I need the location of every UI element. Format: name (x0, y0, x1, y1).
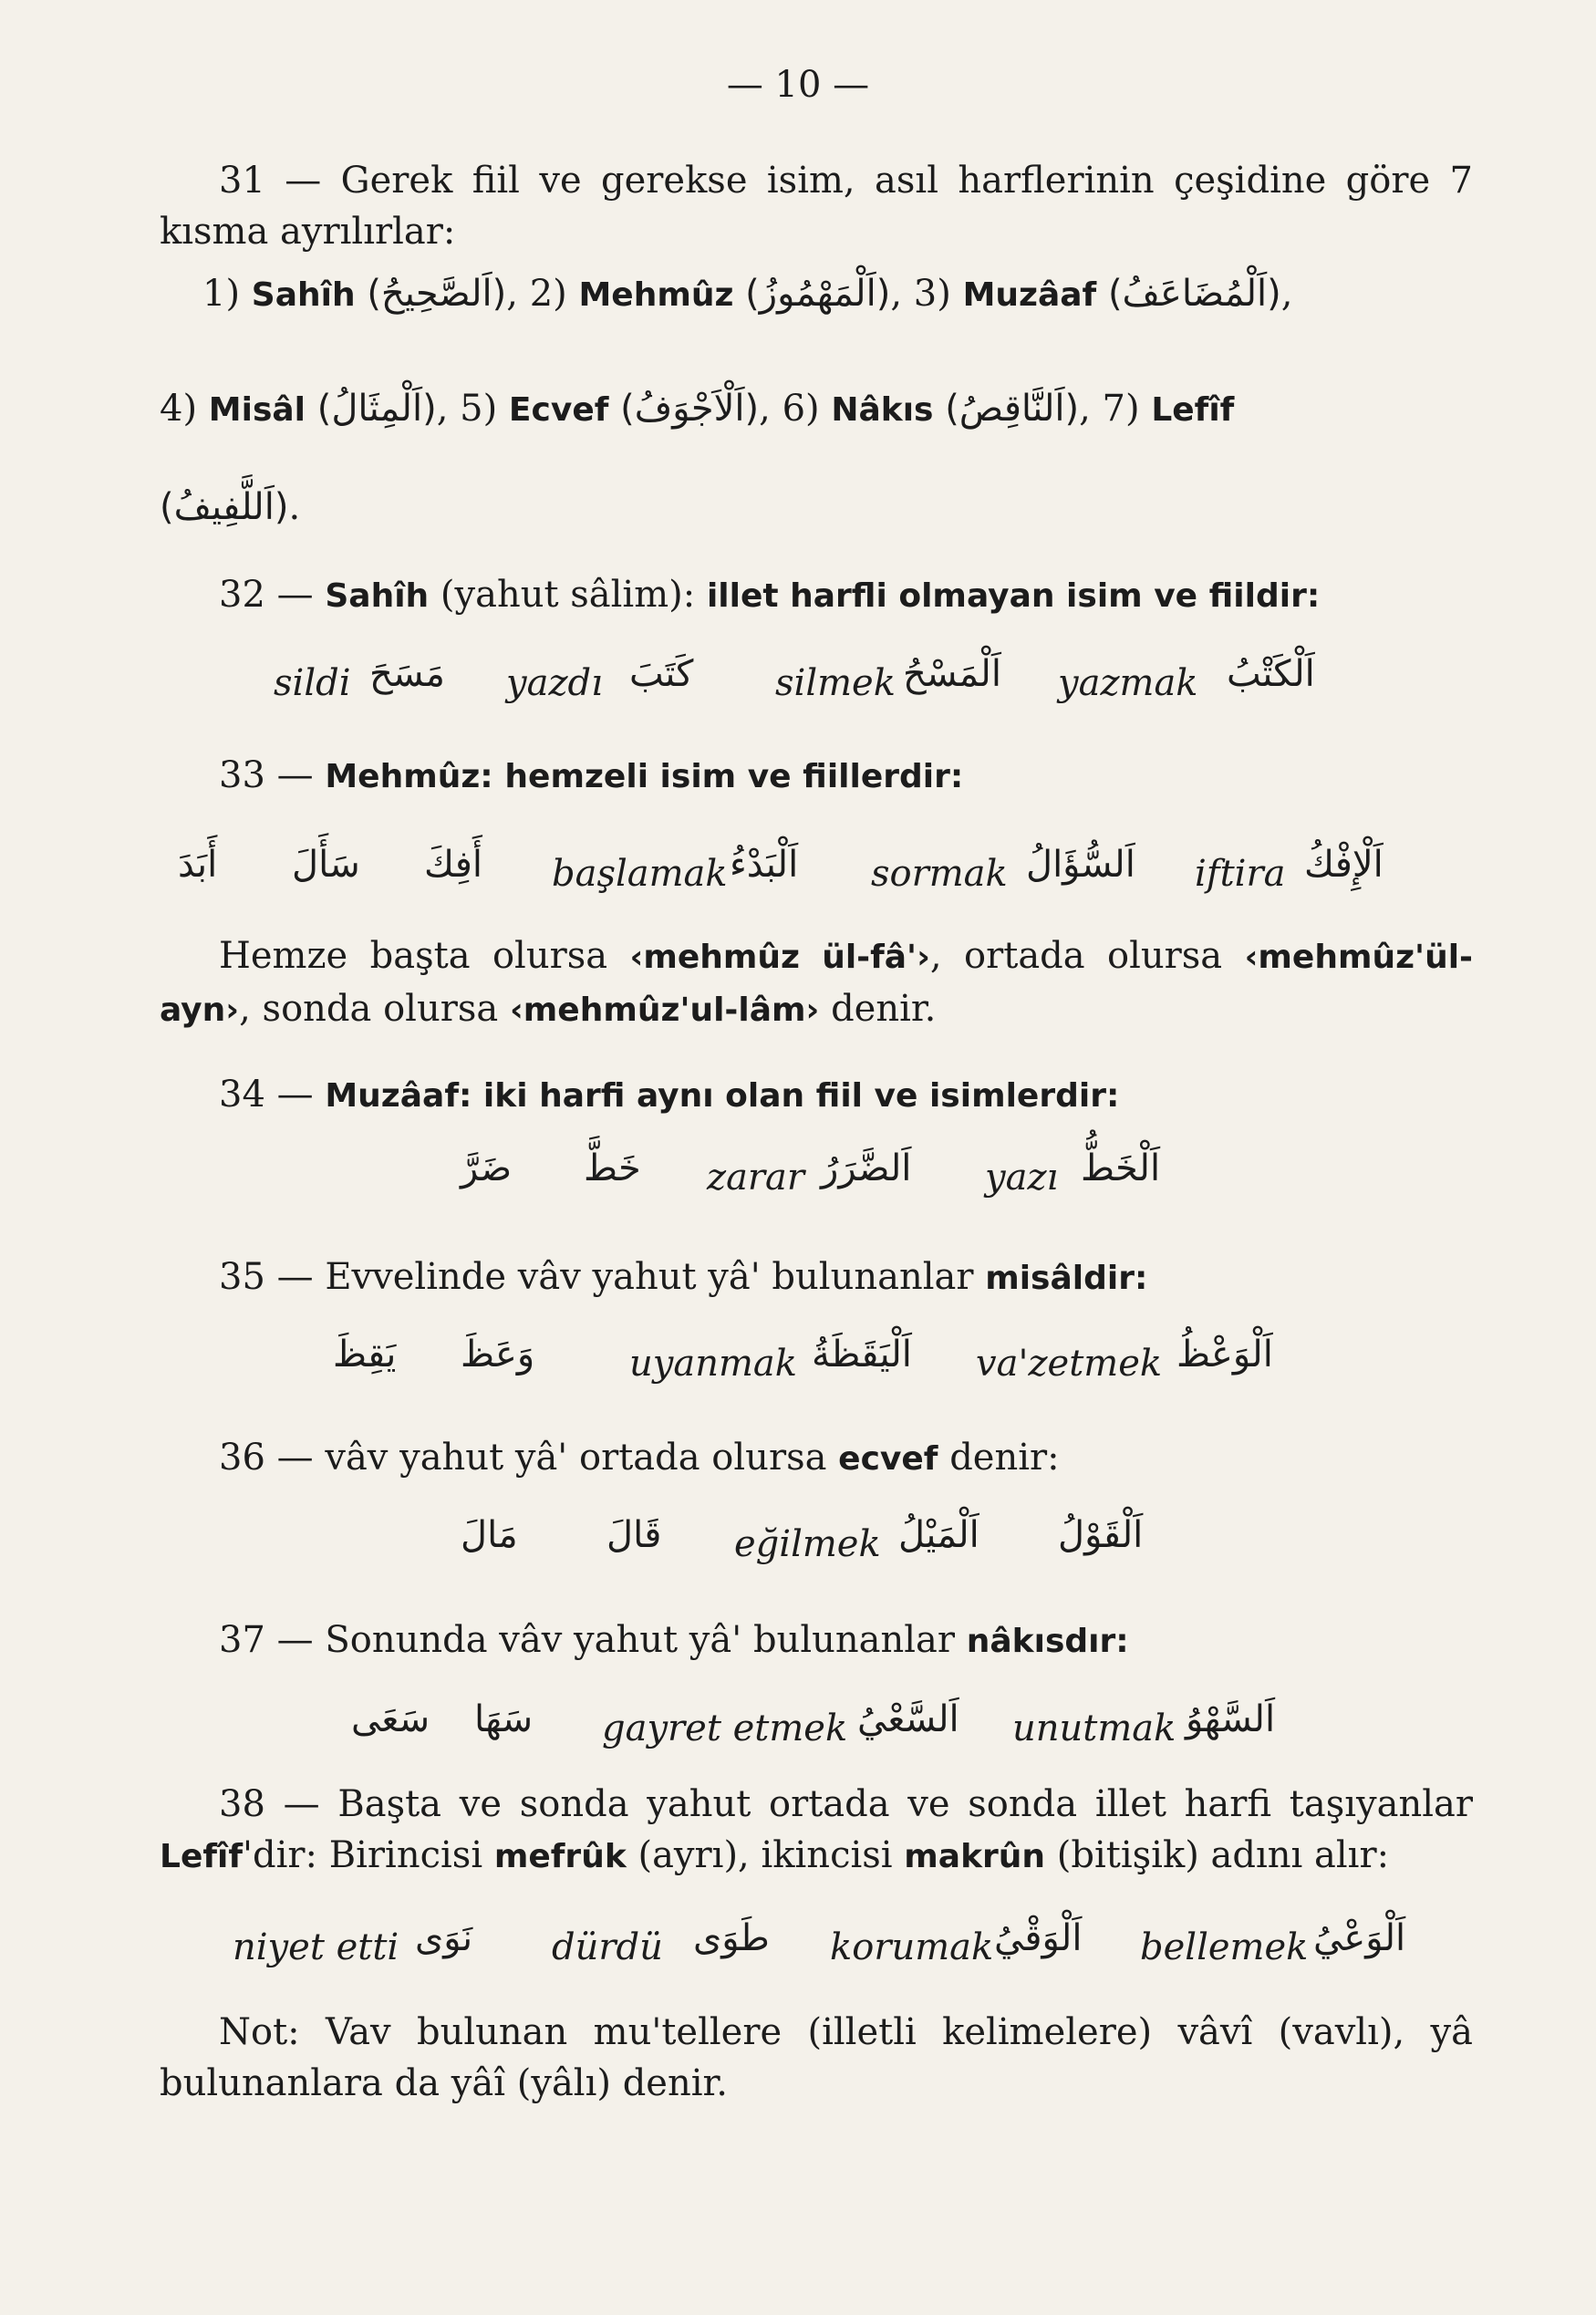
example-ar: طَوَى (693, 1917, 770, 1959)
kind-name: Muzâaf (962, 276, 1097, 314)
example-ar: اَلسُّؤَالُ (1026, 844, 1135, 886)
example-tr: korumak (830, 1926, 994, 1968)
example-tr: unutmak (1012, 1708, 1176, 1749)
section-36-heading: 36 — vâv yahut yâ' ortada olursa ecvef denir: (219, 1437, 1060, 1479)
example-ar: اَلْوَعْيُ (1313, 1917, 1406, 1959)
kind-name: Misâl (208, 391, 306, 429)
example-ar: قَالَ (606, 1514, 662, 1556)
example-ar: سَعَى (351, 1698, 430, 1740)
example-ar: اَلسَّهْوُ (1186, 1698, 1276, 1740)
section-33-heading: 33 — Mehmûz: hemzeli isim ve fiillerdir: (219, 754, 964, 796)
section-37-heading: 37 — Sonunda vâv yahut yâ' bulunanlar nâkısdır: (219, 1619, 1129, 1661)
example-ar: سَأَلَ (292, 844, 360, 886)
kind-arabic: (اَلنَّاقِصُ) (945, 388, 1080, 430)
example-ar: اَلْوَعْظُ (1176, 1334, 1273, 1376)
example-tr: bellemek (1140, 1926, 1309, 1968)
example-ar: سَهَا (474, 1698, 534, 1740)
kind-name: Mehmûz (578, 276, 734, 314)
section-38-text: 38 — Başta ve sonda yahut ortada ve sonda illet harfi taşıyanlar Lefîf'dir: Birincisi mefrûk (ayrı), ikincisi makrûn (bitişik) adını alır: (160, 1783, 1473, 1876)
example-ar: أَفِكَ (424, 844, 482, 886)
page-number: — 10 — (726, 64, 870, 106)
kind-name: Nâkıs (831, 391, 934, 429)
hemze-note: Hemze başta olursa ‹mehmûz ül-fâ'›, ortada olursa ‹mehmûz'ül-ayn›, sonda olursa ‹mehmûz'ul-lâm› denir. (160, 935, 1473, 1030)
section-35-heading: 35 — Evvelinde vâv yahut yâ' bulunanlar misâldir: (219, 1256, 1148, 1298)
example-ar: اَلْكَتْبُ (1227, 653, 1315, 695)
example-ar: يَقِظَ (333, 1334, 397, 1376)
section-32-heading: 32 — Sahîh (yahut sâlim): illet harfli olmayan isim ve fiildir: (219, 574, 1321, 616)
example-ar: اَلسَّعْيُ (857, 1698, 959, 1740)
kind-arabic: (اَلْمُضَاعَفُ) (1107, 273, 1281, 315)
example-ar: أَبَدَ (178, 844, 218, 886)
example-ar: اَلْمَيْلُ (898, 1514, 979, 1556)
example-ar: نَوَى (415, 1917, 473, 1959)
example-tr: gayret etmek (602, 1708, 848, 1749)
example-tr: silmek (775, 662, 896, 704)
kind-arabic: (اَللَّفِيفُ) (160, 486, 289, 528)
section-34-heading: 34 — Muzâaf: iki harfi aynı olan fiil ve isimlerdir: (219, 1074, 1120, 1116)
example-tr: başlamak (552, 853, 728, 895)
example-ar: ضَرَّ (461, 1147, 513, 1189)
example-ar: مَسَحَ (369, 653, 445, 695)
kind-name: Sahîh (251, 276, 356, 314)
example-tr: dürdü (552, 1926, 663, 1968)
kind-arabic: (اَلْاَجْوَفُ) (620, 388, 760, 430)
example-tr: yazı (985, 1157, 1059, 1199)
kinds-row-3: (اَللَّفِيفُ). (160, 480, 1473, 535)
example-tr: sormak (871, 853, 1008, 895)
example-tr: iftira (1195, 853, 1286, 895)
kinds-row-2: 4) Misâl (اَلْمِثَالُ), 5) Ecvef (اَلْاَجْوَفُ), 6) Nâkıs (اَلنَّاقِصُ), 7) Lefîf (160, 381, 1473, 438)
example-ar: اَلْيَقَظَةُ (812, 1334, 912, 1376)
kind-arabic: (اَلْمَهْمُوزُ) (745, 273, 891, 315)
section-31-text: 31 — Gerek fiil ve gerekse isim, asıl harflerinin çeşidine göre 7 kısma ayrılırlar: (160, 160, 1473, 253)
example-ar: اَلضَّرَرُ (821, 1147, 912, 1189)
example-tr: niyet etti (233, 1926, 399, 1968)
closing-note: Not: Vav bulunan mu'tellere (illetli kelimelere) vâvî (vavlı), yâ bulunanlara da yâî (yâlı) denir. (160, 2011, 1473, 2104)
kind-arabic: (اَلصَّحِيحُ) (367, 273, 507, 315)
kind-arabic: (اَلْمِثَالُ) (316, 388, 437, 430)
example-ar: خَطَّ (584, 1147, 641, 1189)
example-ar: اَلْمَسْحُ (903, 653, 1001, 695)
kind-name: Lefîf (1151, 391, 1235, 429)
example-ar: اَلْخَطُّ (1081, 1147, 1161, 1189)
example-tr: zarar (707, 1157, 805, 1199)
kinds-row-1: 1) Sahîh (اَلصَّحِيحُ), 2) Mehmûz (اَلْمَهْمُوزُ), 3) Muzâaf (اَلْمُضَاعَفُ), (202, 266, 1516, 323)
example-ar: اَلْإِفْكُ (1304, 844, 1384, 886)
example-tr: eğilmek (734, 1523, 881, 1565)
kind-name: Ecvef (508, 391, 609, 429)
example-tr: sildi (274, 662, 351, 704)
example-ar: مَالَ (461, 1514, 518, 1556)
example-tr: va'zetmek (976, 1343, 1163, 1385)
example-ar: اَلْقَوْلُ (1058, 1514, 1144, 1556)
example-ar: كَتَبَ (629, 653, 694, 695)
example-ar: وَعَظَ (461, 1334, 535, 1376)
example-tr: uyanmak (629, 1343, 797, 1385)
example-ar: اَلْوَقْيُ (994, 1917, 1083, 1959)
example-tr: yazdı (506, 662, 603, 704)
example-ar: اَلْبَدْءُ (730, 844, 799, 886)
example-tr: yazmak (1058, 662, 1198, 704)
